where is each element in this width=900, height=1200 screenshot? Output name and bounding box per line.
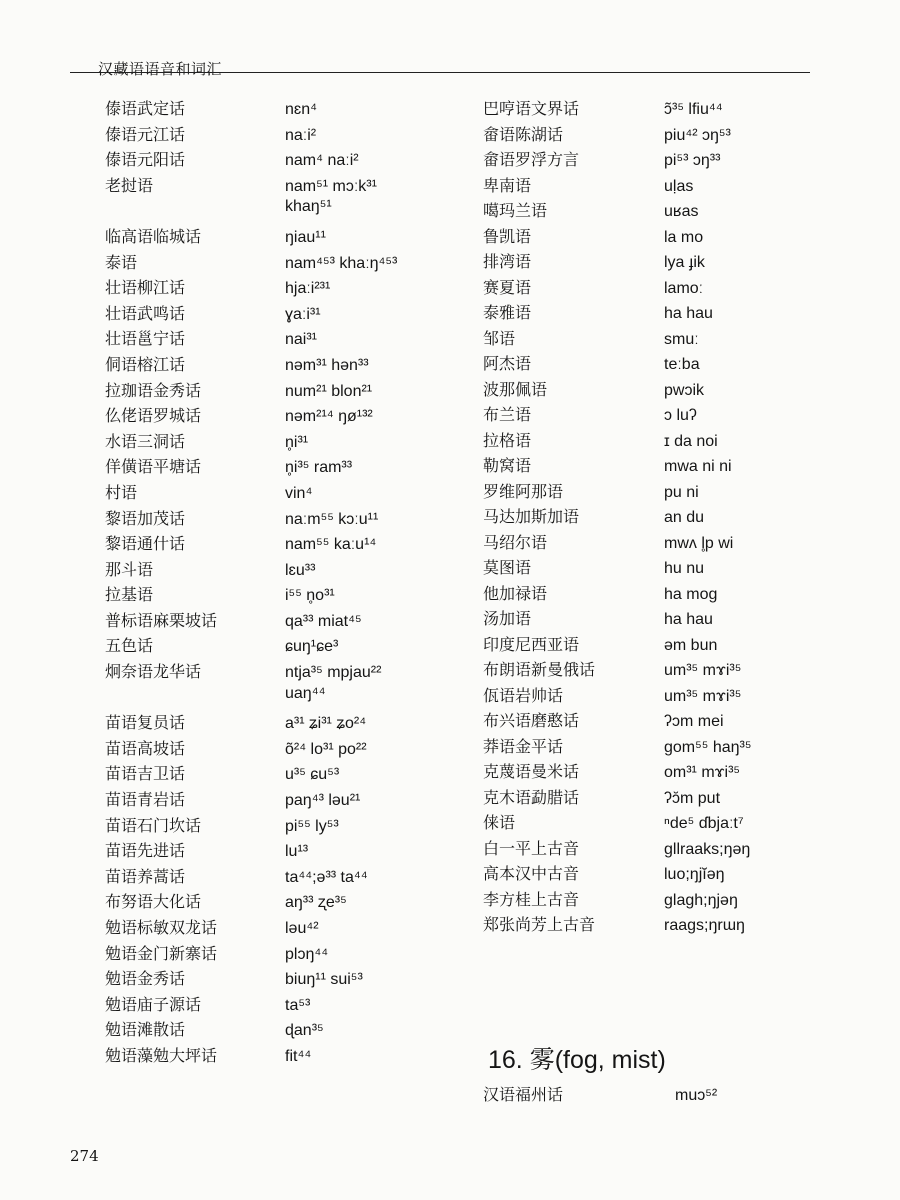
entry-form: ta⁴⁴;ə³³ ta⁴⁴ [285,868,368,886]
header-rule [70,72,810,73]
entry-row [80,736,460,762]
entry-language: 拉格语 [483,430,532,450]
entry-row [80,864,460,890]
entry-row [80,557,460,583]
entry-form: ntja³⁵ mpjau²² [285,664,382,682]
entry-row [480,785,800,811]
entry-language: 巴哼语文界话 [483,99,580,118]
entry-language: 仫佬语罗城话 [105,406,202,426]
entry-form: hjaːi²³¹ [285,280,331,298]
section-heading: 16. 雾(fog, mist) [488,1046,666,1074]
entry-language: 莽语金平话 [483,736,564,756]
entry-row [480,249,800,275]
entry-form: lamoː [664,279,704,297]
entry-row [480,606,800,632]
entry-language: 佤语岩帅话 [483,685,564,705]
entry-row [80,1017,460,1043]
entry-row [480,912,800,938]
entry-form: nam⁴⁵³ khaːŋ⁴⁵³ [285,254,398,272]
entry-form: õ²⁴ lo³¹ po²² [285,740,367,758]
entry-row [80,582,460,608]
entry-form: muɔ⁵² [675,1087,718,1104]
entry-row [480,428,800,454]
entry-language: 畲语陈湖话 [483,124,564,144]
entry-row [480,504,800,530]
entry-row [80,710,460,736]
entry-row [80,403,460,429]
entry-row [480,275,800,301]
entry-form: ⁿde⁵ ɗbjaːt⁷ [664,815,744,832]
entry-row [80,941,460,967]
entry-language: 壮语武鸣话 [105,303,186,323]
entry-language: 炯奈语龙华话 [105,662,202,682]
entry-form: nai³¹ [285,331,318,349]
entry-form: fit⁴⁴ [285,1047,312,1065]
entry-form: ha hau [664,305,713,322]
entry-row [480,887,800,913]
entry-form: plɔŋ⁴⁴ [285,945,329,963]
entry-form: vin⁴ [285,484,313,502]
entry-form: luo;ŋjĭəŋ [664,866,725,883]
entry-row [480,402,800,428]
entry-row [80,250,460,276]
entry-form: hu nu [664,560,705,577]
entry-row [480,683,800,709]
entry-language: 苗语高坡话 [105,738,186,758]
entry-language: 苗语石门坎话 [105,815,202,835]
entry-row [80,352,460,378]
entry-row [80,992,460,1018]
entry-form: nam⁵⁵ kaːu¹⁴ [285,536,377,554]
entry-language: 黎语加茂话 [105,508,186,528]
entry-form: n̥i³¹ [285,433,309,451]
entry-language: 村语 [105,482,138,502]
entry-form: ŋiau¹¹ [285,228,326,246]
entry-row [480,147,800,173]
entry-form: nəm²¹⁴ ŋø¹³² [285,408,373,426]
entry-form: lya ɟik [664,254,705,271]
entry-language: 噶玛兰语 [483,201,548,220]
entry-language: 勉语藻勉大坪话 [105,1045,218,1065]
entry-language: 傣语武定话 [105,99,186,118]
entry-row [80,429,460,455]
right-column [480,96,800,938]
entry-form: uaŋ⁴⁴ [285,684,326,702]
entry-language: 勒窝语 [483,456,532,475]
entry-language: 壮语邕宁话 [105,329,186,349]
entry-form: num²¹ blon²¹ [285,382,373,400]
entry-row [80,147,460,173]
entry-row [80,966,460,992]
entry-language: 邹语 [483,328,516,348]
entry-form: gllraaks;ŋəŋ [664,840,751,858]
entry-form: gom⁵⁵ haŋ³⁵ [664,738,752,756]
entry-language: 畲语罗浮方言 [483,150,580,169]
entry-form: əm bun [664,636,718,654]
entry-language: 赛夏语 [483,277,532,297]
entry-form: nəm³¹ hən³³ [285,356,369,374]
entry-form: nɛn⁴ [285,101,318,118]
entry-form: u³⁵ ɕu⁵³ [285,766,340,784]
entry-language: 那斗语 [105,559,154,579]
entry-language: 临高语临城话 [105,226,202,246]
entry-language: 俫语 [483,813,516,832]
entry-row [80,173,460,199]
entry-language: 泰雅语 [483,303,532,322]
entry-language: 克蔑语曼米话 [483,762,580,781]
entry-row [80,454,460,480]
entry-form: mwa ni ni [664,458,732,475]
page-number: 274 [70,1147,99,1165]
entry-form: pi⁵³ ɔŋ³³ [664,152,721,169]
entry-form: ɕuŋ¹ɕe³ [285,638,339,656]
entry-language: 布努语大化话 [105,892,202,912]
entry-row [480,122,800,148]
entry-row [80,378,460,404]
entry-row [80,889,460,915]
entry-row [80,915,460,941]
entry-form: mwʌ l̥p wi [664,534,734,552]
entry-form: lɛu³³ [285,561,316,579]
entry-row [480,453,800,479]
entry-language: 苗语青岩话 [105,790,186,810]
entry-row [80,787,460,813]
entry-row [480,861,800,887]
entry-language: 苗语复员话 [105,713,186,733]
entry-language: 高本汉中古音 [483,864,580,883]
entry-form: naːm⁵⁵ kɔːu¹¹ [285,510,379,528]
entry-row [480,581,800,607]
entry-row [80,685,460,711]
entry-form: pi⁵⁵ ly⁵³ [285,817,339,835]
entry-form: khaŋ⁵¹ [285,198,332,216]
entry-row [80,198,460,224]
entry-form: ha mog [664,585,718,603]
left-column [80,96,460,1069]
entry-language: 勉语金门新寨话 [105,943,218,963]
entry-form: ɔ luʔ [664,407,697,424]
entry-row [80,633,460,659]
entry-form: ʔɔm mei [664,713,724,730]
entry-language: 勉语标敏双龙话 [105,918,218,937]
entry-row [480,173,800,199]
entry-row [480,479,800,505]
entry-language: 郑张尚芳上古音 [483,915,596,934]
entry-language: 拉基语 [105,585,154,605]
entry-language: 布兴语磨憨话 [483,711,580,730]
entry-form: ha hau [664,611,713,628]
entry-language: 罗维阿那语 [483,481,564,501]
entry-row [480,96,800,122]
entry-row [480,810,800,836]
entry-language: 鲁凯语 [483,226,532,246]
entry-form: pu ni [664,483,699,501]
entry-row [480,530,800,556]
entry-row [80,838,460,864]
entry-row [480,836,800,862]
entry-form: nam⁴ naːi² [285,152,359,170]
entry-form: ta⁵³ [285,996,311,1014]
entry-row [80,608,460,634]
entry-language: 黎语通什话 [105,534,186,554]
entry-row [480,326,800,352]
entry-row [80,224,460,250]
entry-row [80,275,460,301]
entry-form: paŋ⁴³ ləu²¹ [285,792,361,810]
entry-language: 老挝语 [105,175,154,195]
entry-language: 普标语麻栗坡话 [105,610,218,630]
entry-form: raags;ŋrɯŋ [664,917,745,934]
entry-form: n̥i³⁵ ram³³ [285,459,353,477]
entry-row [80,531,460,557]
entry-row [480,555,800,581]
entry-language: 苗语吉卫话 [105,764,186,784]
entry-form: aŋ³³ ʐe³⁵ [285,894,347,912]
entry-language: 排湾语 [483,252,532,271]
entry-row [80,326,460,352]
entry-form: nam⁵¹ mɔːk³¹ [285,177,377,195]
entry-row [480,224,800,250]
entry-language: 苗语养蒿话 [105,866,186,886]
entry-language: 佯僙语平塘话 [105,457,202,477]
entry-row [480,632,800,658]
entry-form: qa³³ miat⁴⁵ [285,612,362,630]
header-title: 汉藏语语音和词汇 [98,60,223,78]
entry-form: i⁵⁵ n̥o³¹ [285,587,335,605]
entry-row [80,761,460,787]
entry-language: 马达加斯加语 [483,507,580,526]
running-header [70,50,810,80]
entry-form: uḷas [664,177,694,195]
entry-form: ɖan³⁵ [285,1022,324,1040]
entry-row [480,657,800,683]
entry-row [80,813,460,839]
entry-language: 印度尼西亚语 [483,634,580,654]
entry-row [80,480,460,506]
entry-form: an du [664,509,705,526]
entry-form: naːi² [285,126,317,144]
entry-form: teːba [664,356,700,373]
entry-form: um³⁵ mɤi³⁵ [664,687,742,705]
entry-language: 五色话 [105,636,154,656]
entry-row [80,122,460,148]
entry-row [480,198,800,224]
entry-form: ʔɔ̆m put [664,789,721,807]
entry-row [480,708,800,734]
entry-form: biuŋ¹¹ sui⁵³ [285,971,363,989]
entry-language: 白一平上古音 [483,838,580,858]
entry-form: smuː [664,330,699,348]
entry-form: om³¹ mɤi³⁵ [664,764,741,781]
entry-form: a³¹ ʑi³¹ ʑo²⁴ [285,715,367,733]
entry-language: 壮语柳江话 [105,278,186,298]
entry-language: 马绍尔语 [483,532,548,552]
entry-row [80,506,460,532]
entry-row [480,300,800,326]
entry-row [80,301,460,327]
entry-row [480,351,800,377]
entry-form: lu¹³ [285,843,309,861]
entry-language: 拉珈语金秀话 [105,380,202,400]
entry-language: 勉语金秀话 [105,969,186,989]
entry-form: ləu⁴² [285,920,319,937]
entry-language: 泰语 [105,252,138,272]
entry-row [480,734,800,760]
entry-language: 克木语勐腊话 [483,787,580,807]
entry-form: ɔ̃³⁵ lfiu⁴⁴ [664,101,723,118]
entry-form: la mo [664,228,704,246]
entry-language: 侗语榕江话 [105,354,186,374]
entry-form: ɪ da noi [664,432,718,450]
entry-form: ɣaːi³¹ [285,305,321,323]
entry-form: uʁas [664,203,699,220]
entry-language: 汉语福州话 [483,1085,564,1104]
entry-language: 苗语先进话 [105,841,186,861]
entry-form: pwɔik [664,381,705,399]
entry-form: um³⁵ mɤi³⁵ [664,662,742,679]
entry-language: 布兰语 [483,405,532,424]
entry-language: 阿杰语 [483,354,532,373]
entry-row [80,96,460,122]
entry-language: 卑南语 [483,175,532,195]
entry-language: 波那佩语 [483,379,548,399]
entry-language: 傣语元阳话 [105,150,186,170]
entry-row [80,659,460,685]
section-entry [483,1082,803,1105]
entry-language: 莫图语 [483,558,532,577]
entry-row [80,1043,460,1069]
entry-language: 勉语庙子源话 [105,994,202,1014]
entry-row [480,377,800,403]
entry-language: 水语三洞话 [105,431,186,451]
entry-form: piu⁴² ɔŋ⁵³ [664,126,731,144]
entry-language: 李方桂上古音 [483,889,580,909]
entry-language: 勉语滩散话 [105,1020,186,1040]
entry-language: 汤加语 [483,609,532,628]
entry-row [480,759,800,785]
entry-language: 布朗语新曼俄话 [483,660,596,679]
entry-language: 他加禄语 [483,583,548,603]
entry-language: 傣语元江话 [105,124,186,144]
entry-form: glagh;ŋjəŋ [664,891,738,909]
